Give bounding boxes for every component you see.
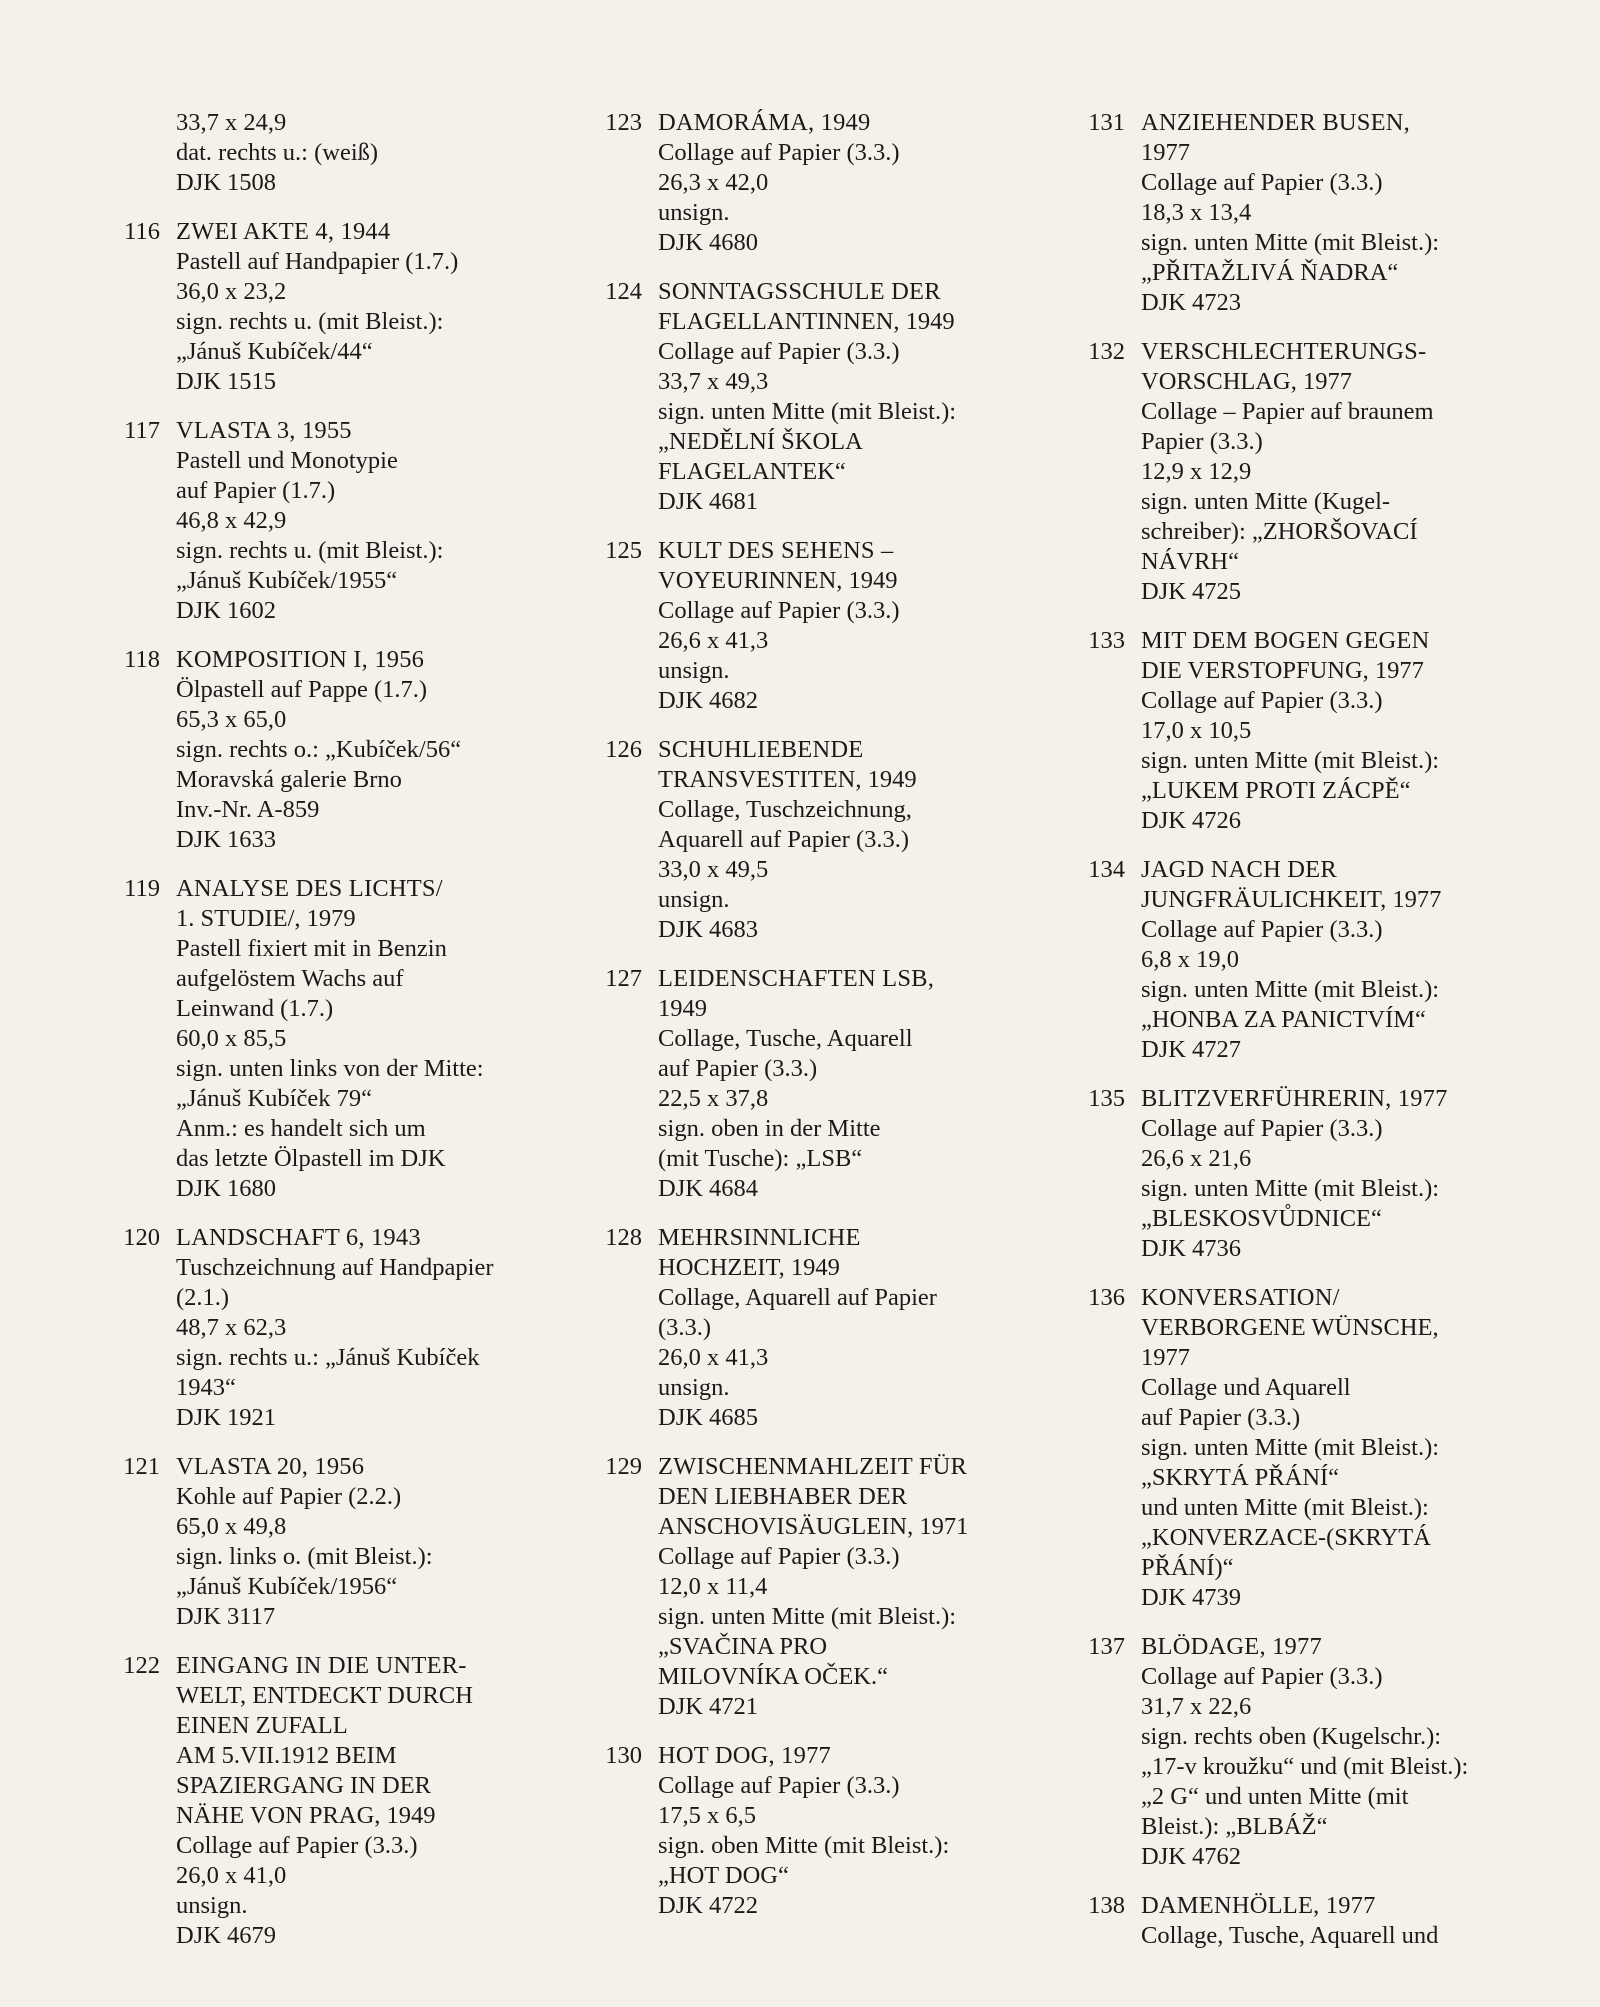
- entry-line: 26,6 x 21,6: [1141, 1145, 1252, 1172]
- entry-number: 132: [1088, 338, 1125, 365]
- entry-title: LEIDENSCHAFTEN LSB,: [658, 965, 935, 992]
- entry-line: unsign.: [658, 1374, 730, 1401]
- entry-line: Collage auf Papier (3.3.): [1141, 1663, 1383, 1690]
- entry-line: Pastell auf Handpapier (1.7.): [176, 248, 459, 275]
- entry-line: Pastell und Monotypie: [176, 447, 398, 474]
- entry-line: 33,7 x 49,3: [658, 368, 769, 395]
- entry-line: sign. oben in der Mitte: [658, 1115, 881, 1142]
- entry-number: 117: [124, 417, 160, 444]
- entry-line: unsign.: [658, 657, 730, 684]
- entry-line: FLAGELANTEK“: [658, 458, 846, 485]
- entry-line: und unten Mitte (mit Bleist.):: [1141, 1494, 1429, 1521]
- entry-line: Ölpastell auf Pappe (1.7.): [176, 676, 428, 703]
- entry-line: DJK 1921: [176, 1404, 277, 1431]
- entry-line: „PŘITAŽLIVÁ ŇADRA“: [1141, 259, 1399, 286]
- entry-title: ANALYSE DES LICHTS/: [176, 875, 443, 902]
- entry-line: VOYEURINNEN, 1949: [658, 567, 898, 594]
- entry-line: Collage auf Papier (3.3.): [1141, 169, 1383, 196]
- catalog-entry: [110, 217, 580, 397]
- entry-line: SPAZIERGANG IN DER: [176, 1772, 432, 1799]
- entry-number: 131: [1088, 109, 1125, 136]
- entry-line: 33,0 x 49,5: [658, 856, 769, 883]
- entry-line: VORSCHLAG, 1977: [1141, 368, 1352, 395]
- column-right: [1075, 108, 1545, 1970]
- catalog-entry: [1075, 1084, 1545, 1264]
- entry-line: „Jánuš Kubíček/1956“: [176, 1573, 398, 1600]
- entry-line: 26,6 x 41,3: [658, 627, 769, 654]
- catalog-entry: [110, 1651, 580, 1951]
- entry-line: auf Papier (1.7.): [176, 477, 336, 504]
- catalog-entry: [592, 1452, 1062, 1722]
- entry-line: „SVAČINA PRO: [658, 1633, 828, 1660]
- entry-title: KONVERSATION/: [1141, 1284, 1340, 1311]
- entry-line: Moravská galerie Brno: [176, 766, 402, 793]
- entry-line: DJK 4684: [658, 1175, 759, 1202]
- entry-line: DJK 4739: [1141, 1584, 1242, 1611]
- entry-line: 36,0 x 23,2: [176, 278, 287, 305]
- entry-number: 118: [124, 646, 160, 673]
- entry-line: DJK 4727: [1141, 1036, 1242, 1063]
- entry-title: SCHUHLIEBENDE: [658, 736, 864, 763]
- entry-line: sign. oben Mitte (mit Bleist.):: [658, 1832, 950, 1859]
- entry-number: 125: [605, 537, 642, 564]
- entry-number: 123: [605, 109, 642, 136]
- entry-line: DJK 4683: [658, 916, 759, 943]
- entry-title: KULT DES SEHENS –: [658, 537, 894, 564]
- entry-line: Collage auf Papier (3.3.): [176, 1832, 418, 1859]
- entry-line: 1977: [1141, 139, 1190, 166]
- entry-line: „HOT DOG“: [658, 1862, 789, 1889]
- entry-line: WELT, ENTDECKT DURCH: [176, 1682, 473, 1709]
- entry-line: sign. unten Mitte (mit Bleist.):: [658, 398, 957, 425]
- entry-line: PŘÁNÍ)“: [1141, 1554, 1234, 1581]
- catalog-entry: [592, 108, 1062, 258]
- catalog-entry: [1075, 1632, 1545, 1872]
- entry-line: Collage auf Papier (3.3.): [658, 1543, 900, 1570]
- entry-line: DIE VERSTOPFUNG, 1977: [1141, 657, 1424, 684]
- entry-line: Collage und Aquarell: [1141, 1374, 1351, 1401]
- entry-line: FLAGELLANTINNEN, 1949: [658, 308, 955, 335]
- catalog-entry: [110, 645, 580, 855]
- entry-line: das letzte Ölpastell im DJK: [176, 1145, 446, 1172]
- entry-line: 65,3 x 65,0: [176, 706, 287, 733]
- catalog-entry: [110, 1452, 580, 1632]
- catalog-entry: [592, 277, 1062, 517]
- entry-line: Leinwand (1.7.): [176, 995, 334, 1022]
- entry-line: 17,5 x 6,5: [658, 1802, 756, 1829]
- entry-line: Pastell fixiert mit in Benzin: [176, 935, 447, 962]
- entry-title: ZWISCHENMAHLZEIT FÜR: [658, 1453, 968, 1480]
- catalog-entry: [592, 1741, 1062, 1921]
- entry-line: EINEN ZUFALL: [176, 1712, 348, 1739]
- entry-line: „BLESKOSVŮDNICE“: [1141, 1205, 1382, 1232]
- entry-line: 12,9 x 12,9: [1141, 458, 1252, 485]
- entry-line: „HONBA ZA PANICTVÍM“: [1141, 1006, 1426, 1033]
- entry-line: sign. links o. (mit Bleist.):: [176, 1543, 433, 1570]
- entry-line: DJK 4723: [1141, 289, 1242, 316]
- entry-title: SONNTAGSSCHULE DER: [658, 278, 941, 305]
- entry-line: sign. rechts u. (mit Bleist.):: [176, 308, 444, 335]
- entry-line: DJK 4680: [658, 229, 759, 256]
- entry-line: Collage, Tusche, Aquarell: [658, 1025, 913, 1052]
- entry-line: DJK 4679: [176, 1922, 277, 1949]
- entry-line: Aquarell auf Papier (3.3.): [658, 826, 910, 853]
- entry-line: HOCHZEIT, 1949: [658, 1254, 840, 1281]
- entry-line: MILOVNÍKA OČEK.“: [658, 1663, 888, 1690]
- entry-number: 120: [123, 1224, 160, 1251]
- entry-line: VERBORGENE WÜNSCHE,: [1141, 1314, 1439, 1341]
- entry-line: JUNGFRÄULICHKEIT, 1977: [1141, 886, 1442, 913]
- entry-line: DJK 4726: [1141, 807, 1242, 834]
- entry-line: sign. unten Mitte (Kugel-: [1141, 488, 1391, 515]
- entry-line: auf Papier (3.3.): [1141, 1404, 1301, 1431]
- entry-title: VERSCHLECHTERUNGS-: [1141, 338, 1427, 365]
- entry-line: „Jánuš Kubíček/44“: [176, 338, 373, 365]
- entry-number: 119: [124, 875, 160, 902]
- column-left: [110, 108, 580, 1970]
- entry-line: DJK 1515: [176, 368, 277, 395]
- entry-line: 1977: [1141, 1344, 1190, 1371]
- entry-line: 22,5 x 37,8: [658, 1085, 769, 1112]
- entry-line: Collage auf Papier (3.3.): [1141, 916, 1383, 943]
- entry-line: DJK 4736: [1141, 1235, 1242, 1262]
- entry-line: sign. unten Mitte (mit Bleist.):: [1141, 747, 1440, 774]
- entry-line: DJK 4685: [658, 1404, 759, 1431]
- entry-line: DJK 4722: [658, 1892, 759, 1919]
- entry-line: Collage auf Papier (3.3.): [658, 1772, 900, 1799]
- entry-number: 124: [605, 278, 642, 305]
- catalog-entry: [1075, 1283, 1545, 1613]
- entry-line: NÁVRH“: [1141, 548, 1239, 575]
- catalog-entry: [110, 874, 580, 1204]
- entry-number: 134: [1088, 856, 1125, 883]
- entry-line: DJK 3117: [176, 1603, 276, 1630]
- entry-line: 60,0 x 85,5: [176, 1025, 287, 1052]
- entry-line: 31,7 x 22,6: [1141, 1693, 1252, 1720]
- entry-line: „17-v kroužku“ und (mit Bleist.):: [1141, 1753, 1469, 1780]
- entry-title: DAMORÁMA, 1949: [658, 109, 871, 136]
- catalog-entry: [110, 108, 580, 198]
- entry-line: Tuschzeichnung auf Handpapier: [176, 1254, 494, 1281]
- entry-title: EINGANG IN DIE UNTER-: [176, 1652, 467, 1679]
- entry-title: HOT DOG, 1977: [658, 1742, 831, 1769]
- entry-line: DJK 1633: [176, 826, 277, 853]
- entry-line: DJK 4725: [1141, 578, 1242, 605]
- entry-line: Collage, Aquarell auf Papier: [658, 1284, 937, 1311]
- entry-line: TRANSVESTITEN, 1949: [658, 766, 917, 793]
- entry-line: DJK 4682: [658, 687, 759, 714]
- entry-line: 1. STUDIE/, 1979: [176, 905, 356, 932]
- entry-line: Collage, Tuschzeichnung,: [658, 796, 912, 823]
- catalog-entry: [1075, 626, 1545, 836]
- entry-title: KOMPOSITION I, 1956: [176, 646, 425, 673]
- entry-line: dat. rechts u.: (weiß): [176, 139, 379, 166]
- entry-line: AM 5.VII.1912 BEIM: [176, 1742, 397, 1769]
- entry-title: VLASTA 3, 1955: [176, 417, 352, 444]
- entry-line: 65,0 x 49,8: [176, 1513, 287, 1540]
- entry-line: sign. unten Mitte (mit Bleist.):: [658, 1603, 957, 1630]
- entry-line: (3.3.): [658, 1314, 712, 1341]
- entry-line: Collage auf Papier (3.3.): [1141, 1115, 1383, 1142]
- entry-line: „KONVERZACE-(SKRYTÁ: [1141, 1524, 1431, 1551]
- entry-line: DJK 4721: [658, 1693, 759, 1720]
- entry-line: sign. rechts o.: „Kubíček/56“: [176, 736, 462, 763]
- entry-title: VLASTA 20, 1956: [176, 1453, 365, 1480]
- entry-number: 133: [1088, 627, 1125, 654]
- entry-line: sign. rechts oben (Kugelschr.):: [1141, 1723, 1442, 1750]
- entry-number: 130: [605, 1742, 642, 1769]
- entry-line: sign. unten Mitte (mit Bleist.):: [1141, 1434, 1440, 1461]
- catalog-entry: [1075, 108, 1545, 318]
- entry-line: „SKRYTÁ PŘÁNÍ“: [1141, 1464, 1340, 1491]
- entry-line: 48,7 x 62,3: [176, 1314, 287, 1341]
- catalog-entry: [110, 1223, 580, 1433]
- entry-number: 138: [1088, 1892, 1125, 1919]
- entry-line: 12,0 x 11,4: [658, 1573, 768, 1600]
- entry-line: schreiber): „ZHORŠOVACÍ: [1141, 518, 1418, 545]
- entry-line: DJK 4762: [1141, 1843, 1242, 1870]
- entry-number: 121: [123, 1453, 160, 1480]
- entry-line: Collage auf Papier (3.3.): [1141, 687, 1383, 714]
- entry-line: Collage auf Papier (3.3.): [658, 338, 900, 365]
- entry-line: 17,0 x 10,5: [1141, 717, 1252, 744]
- entry-line: „2 G“ und unten Mitte (mit: [1141, 1783, 1409, 1810]
- entry-number: 116: [124, 218, 160, 245]
- entry-line: DJK 1508: [176, 169, 277, 196]
- entry-title: LANDSCHAFT 6, 1943: [176, 1224, 421, 1251]
- entry-line: ANSCHOVISÄUGLEIN, 1971: [658, 1513, 969, 1540]
- entry-line: Bleist.): „BLBÁŽ“: [1141, 1813, 1328, 1840]
- entry-line: sign. rechts u. (mit Bleist.):: [176, 537, 444, 564]
- catalog-entry: [1075, 855, 1545, 1065]
- entry-line: (2.1.): [176, 1284, 230, 1311]
- entry-number: 129: [605, 1453, 642, 1480]
- column-middle: [592, 108, 1062, 1940]
- entry-line: sign. unten links von der Mitte:: [176, 1055, 484, 1082]
- catalog-entry: [592, 735, 1062, 945]
- entry-line: 26,0 x 41,0: [176, 1862, 287, 1889]
- entry-line: Collage, Tusche, Aquarell und: [1141, 1922, 1439, 1949]
- entry-line: unsign.: [658, 886, 730, 913]
- entry-number: 137: [1088, 1633, 1125, 1660]
- catalog-entry: [592, 964, 1062, 1204]
- entry-title: DAMENHÖLLE, 1977: [1141, 1892, 1376, 1919]
- entry-number: 126: [605, 736, 642, 763]
- entry-line: aufgelöstem Wachs auf: [176, 965, 404, 992]
- catalog-entry: [592, 536, 1062, 716]
- entry-title: BLITZVERFÜHRERIN, 1977: [1141, 1085, 1448, 1112]
- entry-line: unsign.: [176, 1892, 248, 1919]
- entry-line: Inv.-Nr. A-859: [176, 796, 320, 823]
- entry-number: 136: [1088, 1284, 1125, 1311]
- entry-line: sign. unten Mitte (mit Bleist.):: [1141, 1175, 1440, 1202]
- entry-line: Collage auf Papier (3.3.): [658, 139, 900, 166]
- entry-line: 46,8 x 42,9: [176, 507, 287, 534]
- entry-title: JAGD NACH DER: [1141, 856, 1337, 883]
- entry-number: 122: [123, 1652, 160, 1679]
- entry-line: „Jánuš Kubíček 79“: [176, 1085, 372, 1112]
- entry-line: „NEDĚLNÍ ŠKOLA: [658, 428, 863, 455]
- entry-line: auf Papier (3.3.): [658, 1055, 818, 1082]
- entry-line: Anm.: es handelt sich um: [176, 1115, 426, 1142]
- entry-title: MEHRSINNLICHE: [658, 1224, 861, 1251]
- catalog-entry: [110, 416, 580, 626]
- entry-line: Kohle auf Papier (2.2.): [176, 1483, 402, 1510]
- entry-line: 33,7 x 24,9: [176, 109, 287, 136]
- entry-line: DJK 4681: [658, 488, 759, 515]
- entry-line: 1943“: [176, 1374, 236, 1401]
- catalog-entry: [592, 1223, 1062, 1433]
- entry-line: sign. rechts u.: „Jánuš Kubíček: [176, 1344, 480, 1371]
- entry-line: 6,8 x 19,0: [1141, 946, 1239, 973]
- entry-line: DJK 1680: [176, 1175, 277, 1202]
- entry-title: ANZIEHENDER BUSEN,: [1141, 109, 1410, 136]
- entry-line: Papier (3.3.): [1141, 428, 1263, 455]
- entry-line: (mit Tusche): „LSB“: [658, 1145, 863, 1172]
- entry-number: 128: [605, 1224, 642, 1251]
- entry-line: 26,3 x 42,0: [658, 169, 769, 196]
- catalog-entry: [1075, 337, 1545, 607]
- entry-line: DEN LIEBHABER DER: [658, 1483, 908, 1510]
- entry-line: sign. unten Mitte (mit Bleist.):: [1141, 229, 1440, 256]
- entry-title: BLÖDAGE, 1977: [1141, 1633, 1322, 1660]
- entry-line: „Jánuš Kubíček/1955“: [176, 567, 398, 594]
- catalog-entry: [1075, 1891, 1545, 1951]
- entry-line: „LUKEM PROTI ZÁCPĚ“: [1141, 777, 1411, 804]
- entry-line: 18,3 x 13,4: [1141, 199, 1252, 226]
- entry-title: MIT DEM BOGEN GEGEN: [1141, 627, 1430, 654]
- entry-line: DJK 1602: [176, 597, 277, 624]
- entry-line: Collage – Papier auf braunem: [1141, 398, 1434, 425]
- entry-title: ZWEI AKTE 4, 1944: [176, 218, 391, 245]
- entry-line: unsign.: [658, 199, 730, 226]
- entry-line: NÄHE VON PRAG, 1949: [176, 1802, 436, 1829]
- entry-number: 127: [605, 965, 642, 992]
- entry-line: 26,0 x 41,3: [658, 1344, 769, 1371]
- entry-number: 135: [1088, 1085, 1125, 1112]
- entry-line: sign. unten Mitte (mit Bleist.):: [1141, 976, 1440, 1003]
- entry-line: Collage auf Papier (3.3.): [658, 597, 900, 624]
- entry-line: 1949: [658, 995, 707, 1022]
